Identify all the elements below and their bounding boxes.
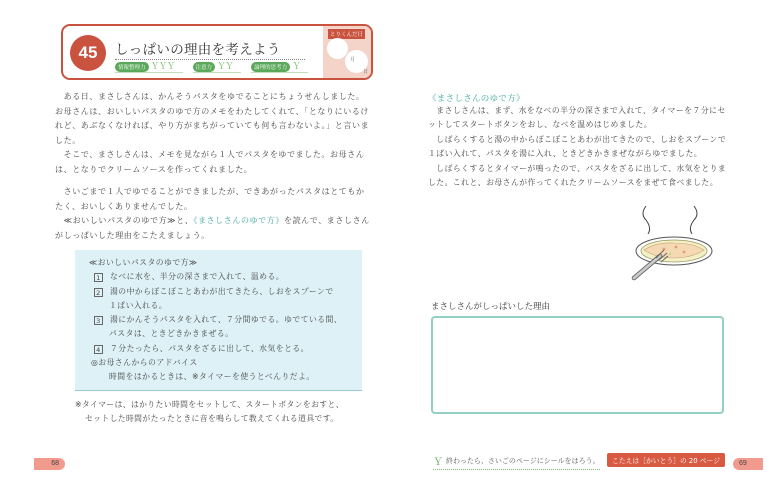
footer-sticker-message xyxy=(433,453,600,470)
recipe-title: ≪おいしいパスタのゆで方≫ xyxy=(89,258,198,267)
page-number-right: 69 xyxy=(733,458,763,470)
timer-footnote xyxy=(75,398,375,426)
month-unit: 月 xyxy=(350,57,356,63)
step-text: 湯の中からぼこぼことあわが出てきたら、しおをスプーンで xyxy=(110,286,334,296)
story-paragraph-1: ある日、まさしさんは、かんそうパスタをゆでることにちょうせんしました。お母さんは、おいしいパスタのゆで方のメモをわたしてくれて、「となりにいるけれど、あぶなくなければ、やり方がまちがっていても何も言わないよ。」と言いました。 xyxy=(55,92,370,145)
step-continuation: パスタは、ときどきかきまぜる。 xyxy=(109,329,234,339)
instruction-highlight: 《まさしさんのゆで方》 xyxy=(193,216,284,225)
step-number: 3 xyxy=(94,316,103,325)
sprout-icon: ＹＹ xyxy=(217,61,234,72)
advice-body: 時間をはかるときは、※タイマーを使うとべんりだよ。 xyxy=(109,372,315,382)
step-number: 4 xyxy=(94,345,103,354)
recipe-step xyxy=(89,285,357,299)
skill-info-organization xyxy=(115,62,183,73)
skill-label: 論理的思考力 xyxy=(251,62,290,72)
instruction-prefix: ≪おいしいパスタのゆで方≫と、 xyxy=(55,216,194,225)
skill-attention xyxy=(193,62,242,73)
step-number: 2 xyxy=(94,288,103,297)
answer-reference-badge: こたえは［かいとう］の 20 ページ xyxy=(607,453,725,467)
sprout-icon: Ｙ xyxy=(292,61,301,72)
day-unit: 日 xyxy=(363,69,369,75)
step-continuation: １ぱい入れる。 xyxy=(109,300,168,310)
instruction-suffix: を読んで、まさしさんがしっぱいした理由をこたえましょう。 xyxy=(55,216,370,240)
method-paragraph-2: しばらくすると湯の中からぼこぼことあわが出てきたので、しおをスプーンで１ぱい入れて、パスタを湯に入れ、ときどきかきまぜながらゆでました。 xyxy=(428,135,727,159)
date-label: とりくんだ日 xyxy=(328,29,365,39)
recipe-step xyxy=(89,313,357,327)
story-paragraph-2: そこで、まさしさんは、メモを見ながら１人でパスタをゆでました。お母さんは、となりでクリームソースを作ってくれました。 xyxy=(55,150,365,174)
instruction-paragraph xyxy=(55,214,373,243)
answer-input-box[interactable] xyxy=(431,316,724,414)
story-paragraph-3: さいごまで１人でゆでることができましたが、できあがったパスタはとてもかたく、おいしくありませんでした。 xyxy=(55,187,365,211)
footer-message-text: 終わったら、さいごのページにシールをはろう。 xyxy=(446,456,600,465)
step-text: 湯にかんそうパスタを入れて、７分間ゆでる。ゆでている間、 xyxy=(110,315,343,325)
advice-title: ◎お母さんからのアドバイス xyxy=(91,358,198,368)
skill-logical-thinking xyxy=(251,62,308,73)
lesson-header-card xyxy=(61,24,373,80)
method-paragraph-1: まさしさんは、まず、水をなべの半分の深さまで入れて、タイマーを７分にセットしてスタートボタンをおし、なべを温めはじめました。 xyxy=(428,106,726,130)
pasta-plate-illustration xyxy=(626,198,718,284)
skill-label: 注意力 xyxy=(193,62,216,72)
step-text: ７分たったら、パスタをざるに出して、水気をとる。 xyxy=(110,343,309,353)
date-panel xyxy=(323,26,371,78)
sprout-icon: Ｙ xyxy=(433,457,443,468)
page-number-left: 68 xyxy=(34,458,65,470)
right-page xyxy=(388,0,776,498)
footnote-line: セットした時間がたったときに音を鳴らして教えてくれる道具です。 xyxy=(85,414,339,423)
method-paragraph-3: しばらくするとタイマーが鳴ったので、パスタをざるに出して、水気をとりました。これと、お母さんが作ってくれたクリームソースをまぜて食べました。 xyxy=(428,164,727,188)
scalloped-edge xyxy=(70,250,80,390)
step-text: なべに水を、半分の深さまで入れて、温める。 xyxy=(110,272,285,282)
sprout-icon: ＹＹＹ xyxy=(150,61,175,72)
answer-label: まさしさんがしっぱいした理由 xyxy=(431,302,551,312)
step-number: 1 xyxy=(94,273,103,282)
month-input-circle[interactable] xyxy=(327,38,348,59)
section-title: 《まさしさんのゆで方》 xyxy=(428,94,525,104)
recipe-step xyxy=(89,270,357,284)
skill-badges xyxy=(115,62,308,73)
lesson-title: しっぱいの理由を考えよう xyxy=(115,38,305,60)
recipe-memo-box xyxy=(75,250,362,391)
recipe-step xyxy=(89,342,357,356)
skill-label: 情報整理力 xyxy=(115,62,149,72)
lesson-number-badge: 45 xyxy=(70,35,106,71)
footnote-line: ※タイマーは、はかりたい時間をセットして、スタートボタンをおすと、 xyxy=(75,400,344,409)
